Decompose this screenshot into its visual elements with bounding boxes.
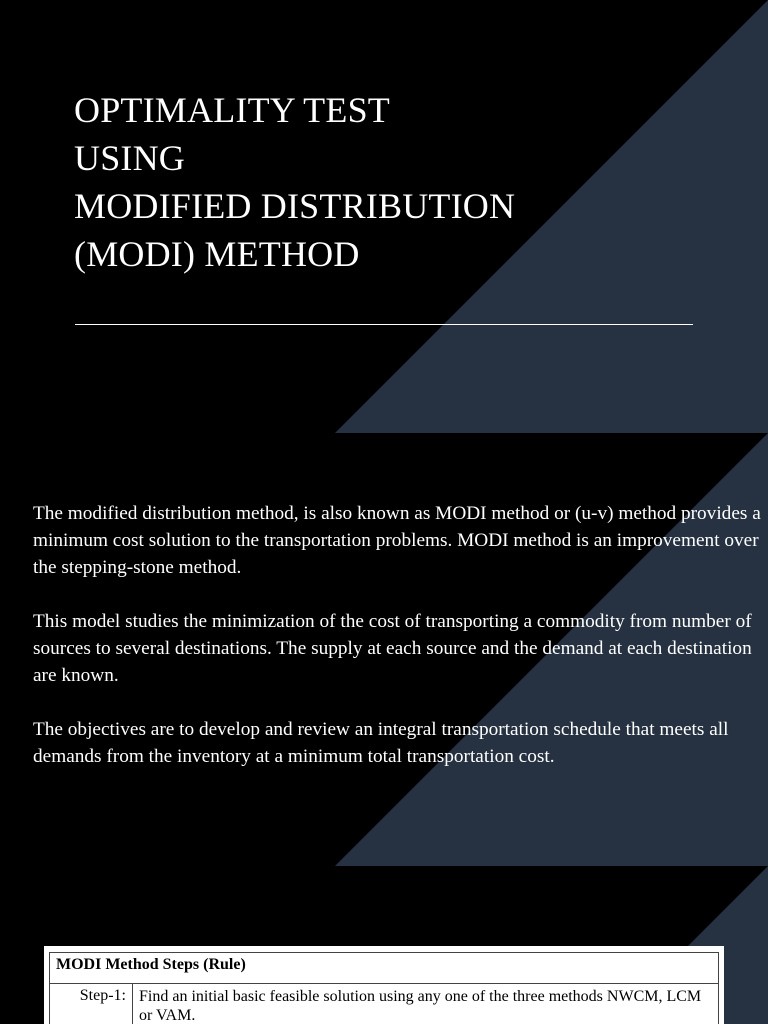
title-line: USING	[74, 138, 186, 178]
intro-paragraph: This model studies the minimization of the cost of transporting a commodity from number of sources to several destinations. The supply at each source and the demand at each destination are known.	[33, 611, 752, 686]
table-header: MODI Method Steps (Rule)	[50, 953, 719, 984]
title-slide	[0, 0, 768, 433]
modi-steps-table	[49, 952, 719, 1024]
steps-table-card	[44, 946, 724, 1024]
slide-title	[74, 86, 515, 278]
title-line: OPTIMALITY TEST	[74, 90, 390, 130]
title-line: MODIFIED DISTRIBUTION	[74, 186, 516, 226]
intro-paragraph: The objectives are to develop and review an integral transportation schedule that meets all demands from the inventory at a minimum total transportation cost.	[33, 719, 729, 767]
intro-body	[33, 500, 761, 797]
step-label: Step-1:	[50, 984, 133, 1024]
step-text: Find an initial basic feasible solution using any one of the three methods NWCM, LCM or VAM.	[133, 984, 719, 1024]
title-underline-divider	[75, 324, 693, 325]
title-line: (MODI) METHOD	[74, 234, 360, 274]
table-header-row	[50, 953, 719, 984]
table-row	[50, 984, 719, 1024]
intro-paragraph: The modified distribution method, is also known as MODI method or (u-v) method provides a minimum cost solution to the transportation problems. MODI method is an improvement over the stepping-stone method.	[33, 503, 761, 578]
